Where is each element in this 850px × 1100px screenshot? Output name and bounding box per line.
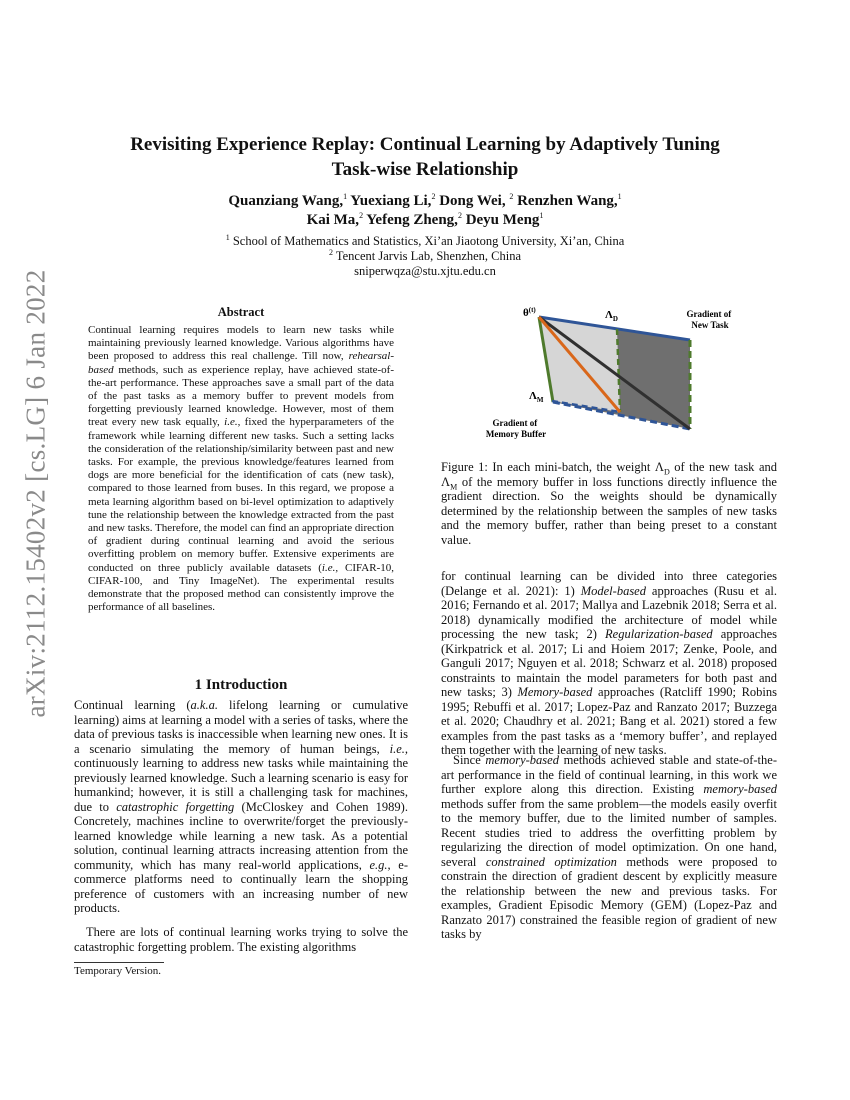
gradient-diagram [478, 303, 768, 451]
text-run: e-commerce platforms need to continually learn the shopping preference of customers with an increasing number of new products. [74, 857, 408, 915]
abstract-heading: Abstract [217, 305, 265, 319]
subscript-text: D [663, 467, 670, 477]
emphasis-text: Regularization-based [605, 627, 713, 641]
text-run: methods achieved stable and state-of-the-art performance in the field of continual learning, in this work we further explore along this direction. Existing [441, 753, 777, 796]
author-line-1 [90, 192, 760, 211]
emphasis-text: i.e., [224, 416, 241, 429]
figure-1-caption [441, 460, 777, 547]
emphasis-text: e.g., [369, 857, 391, 872]
author-affil-mark: 1 [539, 211, 544, 220]
text-run: Continual learning requires models to learn new tasks while maintaining previously learned knowledge. Various algorithms have been proposed to address this real challenge. Till now, [88, 324, 394, 363]
emphasis-text: catastrophic forgetting [116, 799, 235, 814]
emphasis-text: rehearsal-based [88, 350, 394, 376]
author-affil-mark: 2 [509, 192, 514, 201]
title-line-2: Task-wise Relationship [331, 159, 519, 180]
text-run: approaches (Rusu et al. 2016; Fernando et al. 2017; Mallya and Lazebnik 2018; Serra et al. 2018) dynamically modified the architecture of model while processing the new task; 2) [441, 583, 777, 641]
memory-buffer-label: Gradient of Memory Buffer [485, 418, 547, 439]
author-affil-mark: 1 [617, 192, 622, 201]
right-paragraph-2 [441, 753, 777, 942]
text-run: Since [453, 753, 486, 767]
affiliation-2 [90, 249, 760, 264]
emphasis-text: i.e., [321, 561, 339, 574]
footnote: Temporary Version. [74, 965, 162, 977]
text-run: fixed the hyperparameters of the framework while learning different new tasks. Such a setting lacks the consideration of the relationship/similarity between past and new tasks. For example, the previous knowledge/features learned from dogs are more beneficial for the identification of cats (new task), compared to those learned from buses. In this regard, we propose a meta learning algorithm based on bi-level optimization to adaptively tune the relationship between the knowledge extracted from the past and new tasks. Therefore, the model can find an appropriate direction of gradient during continual learning and avoid the serious overfitting problem on memory buffer. Extensive experiments are conducted on three publicly available datasets ( [88, 416, 394, 574]
text-run: CIFAR-10, CIFAR-100, and Tiny ImageNet). The experimental results demonstrate that the proposed method can consistently improve the performance of all baselines. [88, 561, 394, 614]
author-name: Dong Wei, [439, 193, 506, 209]
author-affil-mark: 1 [343, 192, 348, 201]
text-run: approaches (Ratcliff 1990; Robins 1995; Rebuffi et al. 2017; Lopez-Paz and Ranzato 2017; Buzzega et al. 2020; Chaudhry et al. 2021; Bang et al. 2021) stored a few examples from the past tasks as a ‘memory buffer’, and replayed them together with the learning of new tasks. [441, 685, 777, 757]
author-name: Yuexiang Li, [350, 193, 432, 209]
abstract-body [88, 324, 394, 614]
arxiv-stamp [14, 268, 58, 718]
theta-label: $\theta^{(t)}$ [523, 306, 536, 319]
emphasis-text: memory-based [703, 782, 777, 796]
subscript-text: M [450, 482, 458, 491]
affiliation-text: Tencent Jarvis Lab, Shenzhen, China [335, 249, 522, 263]
text-run: methods, such as experience replay, have achieved state-of-the-art performance. These approaches save a small part of the data of the past tasks as a memory buffer to prevent models from forgetting previously learned knowledge. However, most of them treat every new task equally, [88, 363, 394, 429]
author-list [90, 192, 760, 230]
emphasis-text: a.k.a. [190, 698, 218, 712]
emphasis-text: i.e., [389, 741, 408, 756]
text-run: of the memory buffer in loss functions directly influence the gradient direction. So the weights should be dynamically determined by the relationship between the samples of new tasks and the memory buffer, rather than being preset to a constant value. [441, 474, 777, 547]
text-run: methods were proposed to constrain the direction of gradient descent by explicitly measure the relationship between the new and previous tasks. For examples, Gradient Episodic Memory (GEM) (Lopez-Paz and Ranzato 2017) constrained the feasible region of gradient of new tasks by [441, 854, 777, 941]
paper-title [90, 132, 760, 182]
lambda-d-label: $\Lambda_D$ [605, 309, 618, 323]
author-name: Deyu Meng [465, 212, 540, 228]
emphasis-text: Model-based [580, 583, 646, 598]
title-line-1: Revisiting Experience Replay: Continual Learning by Adaptively Tuning [130, 134, 720, 155]
figure-1 [478, 303, 768, 451]
text-run: approaches (Kirkpatrick et al. 2017; Li and Hoiem 2017; Zenke, Poole, and Ganguli 2017; Nguyen et al. 2018; Schwarz et al. 2018) proposed constraints to maintain the model parameters for both past and new tasks; 3) [441, 627, 777, 699]
emphasis-text: memory-based [485, 753, 559, 767]
section-heading-introduction: 1 Introduction [194, 677, 288, 693]
text-run: methods suffer from the same problem—the models easily overfit to the memory buffer, due to the limited number of samples. Recent studies tried to address the overfitting problem by regularizing the direction of model optimization. On one hand, several [441, 796, 777, 869]
arxiv-id: arXiv:2112.15402v2 [cs.LG] 6 Jan 2022 [20, 268, 51, 718]
text-run: Figure 1: In each mini-batch, the weight Λ [441, 460, 664, 474]
affiliation-text: School of Mathematics and Statistics, Xi’an Jiaotong University, Xi’an, China [232, 234, 625, 248]
affil-mark: 2 [328, 247, 333, 257]
text-run: (McCloskey and Cohen 1989). Concretely, machines incline to overwrite/forget the previously-learned knowledge while learning a new task. As a potential solution, continual learning attracts increasing attention from the community, which has many real-world applications, [74, 799, 408, 872]
email: sniperwqza@stu.xjtu.edu.cn [354, 264, 496, 278]
text-run: There are lots of continual learning works trying to solve the catastrophic forgetting problem. The existing algorithms [74, 925, 408, 954]
affiliation-1 [90, 234, 760, 249]
text-run: for continual learning can be divided into three categories (Delange et al. 2021): 1) [441, 569, 777, 598]
new-task-label: Gradient of New Task [686, 309, 732, 330]
author-name: Quanziang Wang, [228, 193, 344, 209]
emphasis-text: Memory-based [517, 685, 593, 699]
author-name: Kai Ma, [306, 212, 360, 228]
intro-paragraph-2 [74, 925, 408, 954]
lambda-m-label: $\Lambda_M$ [529, 390, 544, 404]
emphasis-text: constrained optimization [485, 854, 617, 869]
right-paragraph-1 [441, 569, 777, 758]
text-run: of the new task and Λ [441, 460, 778, 489]
author-affil-mark: 2 [431, 192, 436, 201]
text-run: Continual learning ( [74, 698, 191, 712]
affiliations [90, 234, 760, 279]
text-run: lifelong learning or cumulative learning) aims at learning a model with a series of tasks, where the data of previous tasks is inaccessible when learning new ones. It is a scenario simulating the memory of human beings, [74, 698, 408, 756]
author-line-2 [90, 211, 760, 230]
text-run: continuously learning to address new tasks while maintaining the previously learned knowledge. Such a learning scenario is easy for humankind; however, it is still a challenging task for machines, due to [74, 756, 408, 814]
author-affil-mark: 2 [359, 211, 364, 220]
author-name: Yefeng Zheng, [366, 212, 458, 228]
affil-mark: 1 [225, 232, 230, 242]
intro-paragraph-1 [74, 698, 408, 916]
footnote-rule [74, 962, 164, 963]
author-name: Renzhen Wang, [517, 193, 618, 209]
author-affil-mark: 2 [457, 211, 462, 220]
